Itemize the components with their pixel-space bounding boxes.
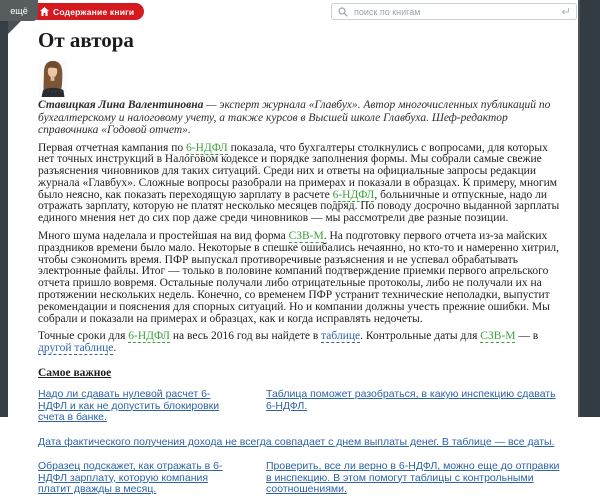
paragraph-2 bbox=[38, 231, 562, 325]
important-link-inspection-table[interactable]: Таблица поможет разобраться, в какую инспекцию сдавать 6-НДФЛ. bbox=[266, 388, 556, 412]
home-icon bbox=[40, 7, 49, 16]
author-bio bbox=[38, 99, 562, 137]
important-link-income-date[interactable]: Дата фактического получения дохода не всегда совпадает с днем выплаты денег. В таблице — все даты. bbox=[38, 435, 555, 448]
more-tab-connector bbox=[8, 21, 21, 34]
link-6ndfl[interactable]: 6-НДФЛ bbox=[128, 330, 170, 343]
link-other-table[interactable]: другой таблице bbox=[38, 342, 114, 355]
search-input[interactable] bbox=[352, 6, 556, 18]
text: . bbox=[113, 342, 117, 355]
link-table[interactable]: таблице bbox=[321, 330, 361, 343]
author-name: Ставицкая Лина Валентиновна bbox=[38, 99, 204, 111]
link-6ndfl[interactable]: 6-НДФЛ bbox=[185, 141, 228, 154]
text: , больничные и отпускные, надо ли отражать зарплату, которую не платят несколько месяцев подряд. По поводу досрочно выданной зарплаты единого мнения нет до сих пор даже среди чиновников — мы рассмотрели две разные позиции. bbox=[38, 188, 560, 225]
important-links bbox=[38, 389, 562, 496]
left-panel-edge bbox=[0, 0, 8, 417]
text: показала, что бухгалтеры столкнулись с вопросами, для которых нет точных инструкций в Налоговом кодексе и порядке заполнения формы. Мы собрали самые свежие разъяснения чиновников для таких ситуаций. Среди них и ответы на официальные запросы редакции журнала «Главбух». Сложные вопросы разобрали на примерах и показали в образцах. К примеру, многим было неясно, как показать переходящую зарплату в расчете bbox=[38, 141, 558, 201]
enter-icon bbox=[560, 7, 570, 16]
page-title: От автора bbox=[38, 28, 134, 52]
text: Точные сроки для bbox=[38, 330, 129, 343]
text: Много шума наделала и простейшая на вид форма bbox=[38, 230, 289, 243]
important-link-check-ratios[interactable]: Проверить, все ли верно в 6-НДФЛ, можно еще до отправки в инспекцию. В этом помогут таблицы с контрольными соотношениями. bbox=[266, 460, 560, 496]
link-szvm[interactable]: СЗВ-М bbox=[480, 330, 516, 343]
link-szvm[interactable]: СЗВ-М bbox=[288, 230, 324, 243]
text: Первая отчетная кампания по bbox=[38, 141, 186, 154]
author-photo bbox=[38, 59, 68, 97]
important-heading: Самое важное bbox=[38, 367, 112, 380]
search-icon bbox=[338, 7, 348, 17]
book-contents-label: Содержание книги bbox=[53, 6, 135, 17]
text: . Контрольные даты для bbox=[360, 330, 481, 343]
right-panel-edge bbox=[578, 0, 600, 417]
book-contents-button[interactable] bbox=[30, 3, 144, 20]
text: . На подготовку первого отчета из-за майских праздников времени было мало. Некоторые в спешке ошибались нечаянно, но кто-то и намеренно хитрил, чтобы сэкономить время. ПФР выпускал противоречивые разъяснения и не успевал обрабатывать электронные файлы. Итог — только в половине компаний подтверждение приемки первого апрельского отчета пришло вовремя. Остальные получали либо отрицательные протоколы, либо не получали их на протяжении нескольких недель. Конечно, со временем ПФР устранит технические неполадки, выпустит рекомендации и пояснения для спорных ситуаций. Но и компании должны учесть прежние ошибки. Мы собрали и показали на примерах и образцах, как и когда исправлять недочеты. bbox=[38, 230, 559, 325]
paragraph-3 bbox=[38, 331, 562, 355]
more-tab[interactable]: ещё bbox=[0, 0, 38, 21]
text: — в bbox=[515, 330, 539, 343]
article-content bbox=[38, 28, 562, 496]
important-link-salary-sample[interactable]: Образец подскажет, как отражать в 6-НДФЛ зарплату, которую компания платит дважды в месяц. bbox=[38, 460, 223, 496]
book-search[interactable] bbox=[331, 3, 577, 20]
text: на весь 2016 год вы найдете в bbox=[169, 330, 322, 343]
important-link-zero-report[interactable]: Надо ли сдавать нулевой расчет 6-НДФЛ и как не допустить блокировки счета в банке. bbox=[38, 388, 220, 424]
link-6ndfl[interactable]: 6-НДФЛ bbox=[332, 188, 375, 201]
paragraph-1 bbox=[38, 143, 562, 226]
author-bio-text: — эксперт журнала «Главбух». Автор многочисленных публикаций по бухгалтерскому и налоговому учету, а также курсов в Высшей школе Главбуха. Шеф-редактор справочника «Годовой отчет». bbox=[38, 99, 551, 136]
